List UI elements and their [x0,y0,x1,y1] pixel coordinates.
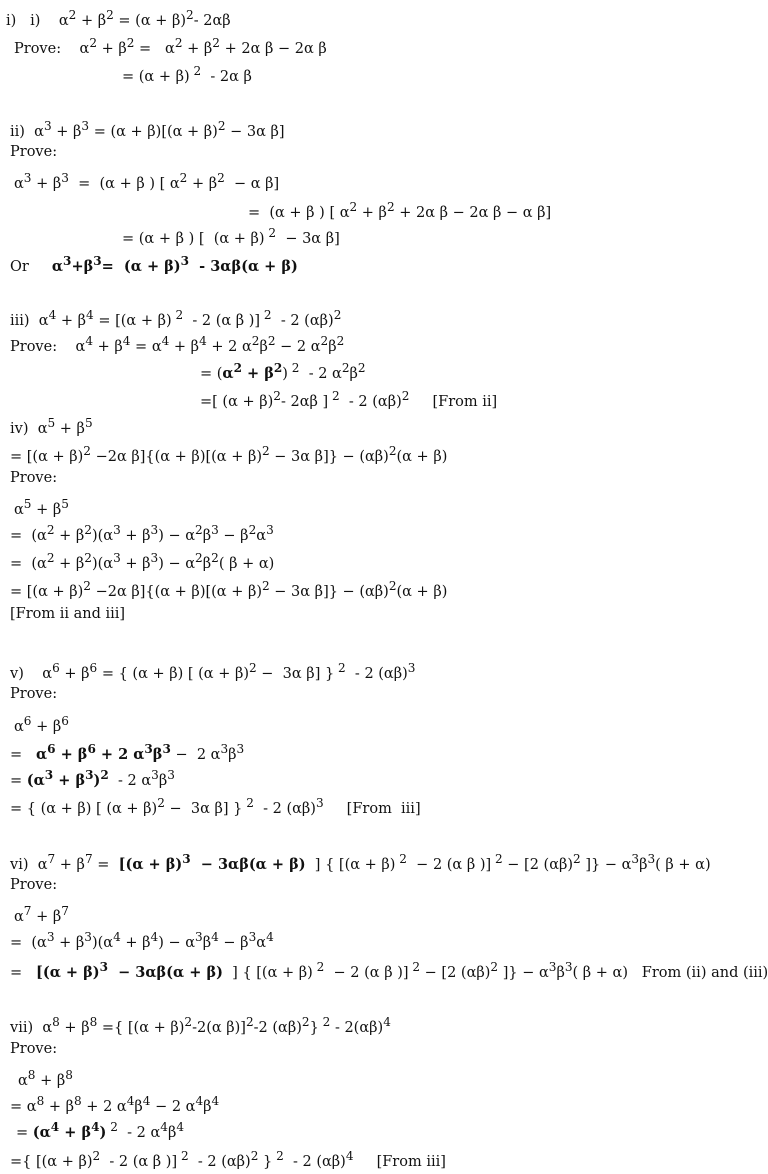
equation-line: = [$(\alpha + \beta)^2 -2\alpha$ $\beta]\{(\alpha + \beta)[(\alpha + \beta)^2 - 3\alpha$ $\beta]\} - (\alpha\beta)^2(\alpha + \beta)$ [10,579,448,600]
equation-line: [From ii and iii] [10,606,126,622]
equation-line: $\alpha^7 + \beta^7$ [14,904,69,925]
equation-line: Prove: [10,144,58,160]
equation-line: $\alpha^8 + \beta^8$ [18,1068,73,1089]
equation-line: iii) $\alpha^4 + \beta^4 = [(\alpha + \beta)$ $^2$ - 2 (α β )] $^2$ - 2 $(\alpha\beta)^2$ [10,308,342,329]
equation-line: ii) $\alpha^3 + \beta^3 = (\alpha + \beta)[(\alpha + \beta)^2 - 3\alpha$ β] [10,119,285,140]
equation-line: Or $\alpha^3+\beta^3= (\alpha + \beta)^3 - 3\alpha\beta(\alpha + \beta)$ [10,254,298,275]
equation-line: vi) $\alpha^7 + \beta^7 = [(\alpha + \beta)^3 - 3\alpha\beta(\alpha + \beta)$ ] { [(α + β) $^2$ − 2 (α β )] $^2$ − [2 $(\alpha\beta)^2$ ]} − $\alpha^3\beta^3$( β + α) [10,852,711,873]
equation-line: = $(\alpha^3 + \beta^3)^2 - 2$ $\alpha^3\beta^3$ [10,768,175,789]
equation-line: = { (α + β) [ $(\alpha + \beta)^2 - 3\alpha$ β] } $^2$ - 2 $(\alpha\beta)^3$ [From iii] [10,796,421,817]
equation-line: = [$(\alpha + \beta)^2 -2\alpha$ $\beta]\{(\alpha + \beta)[(\alpha + \beta)^2 - 3\alpha$ $\beta]\} - (\alpha\beta)^2(\alpha + \beta)$ [10,444,448,465]
equation-line: = $(\alpha^2 + \beta^2)$ $^2$ - 2 $\alpha^2\beta^2$ [200,361,366,382]
equation-line: = $(\alpha^2 + \beta^2)(\alpha^3 + \beta^3) - \alpha^2\beta^3 - \beta^2\alpha^3$ [10,523,274,544]
equation-line: = $(\alpha^2 + \beta^2)(\alpha^3 + \beta^3) - \alpha^2\beta^2$( β + α) [10,551,275,572]
equation-line: Prove: [10,686,58,702]
equation-line: = $\alpha^8 + \beta^8 + 2$ $\alpha^4\beta^4 - 2$ $\alpha^4\beta^4$ [10,1094,220,1115]
equation-line: = $(\alpha^3 + \beta^3)(\alpha^4 + \beta^4) - \alpha^3\beta^4 - \beta^3\alpha^4$ [10,930,274,951]
equation-line: $\alpha^3 + \beta^3 = (\alpha + \beta$ ) [ $\alpha^2 + \beta^2 - \alpha$ β] [14,171,280,192]
equation-line: Prove: $\alpha^2 + \beta^2 = \alpha^2 + \beta^2 + 2\alpha$ β − 2α β [14,36,327,57]
equation-line: vii) $\alpha^8 + \beta^8$ ={ [$(\alpha + \beta)^2-2(\alpha$ β)]$^2$-2 $(\alpha\beta)^2$} $^2 - 2(\alpha\beta)^4$ [10,1015,391,1036]
equation-line: $\alpha^5 + \beta^5$ [14,497,69,518]
equation-line: = (α + β ) [ $\alpha^2 + \beta^2 + 2\alpha$ β − 2α β − α β] [248,200,552,221]
equation-line: Prove: [10,1041,58,1057]
equation-line: Prove: $\alpha^4 + \beta^4 = \alpha^4 + \beta^4 + 2$ $\alpha^2\beta^2 - 2$ $\alpha^2\beta^2$ [10,334,345,355]
equation-line: Prove: [10,877,58,893]
equation-line: Prove: [10,470,58,486]
equation-line: iv) $\alpha^5 + \beta^5$ [10,416,93,437]
equation-line: = [$(\alpha + \beta)^3 - 3\alpha\beta(\alpha + \beta)$ ] { [(α + β) $^2$ − 2 (α β )] $^2$ − [2 $(\alpha\beta)^2$ ]} − $\alpha^3\beta^3$( β + α) From (ii) and (iii) [10,960,768,981]
equation-line: = (α + β ) [ (α + β) $^2$ − 3α β] [122,226,340,247]
equation-line: ={ [$(\alpha + \beta)^2 - 2$ (α β )] $^2$ - 2 $(\alpha\beta)^2$ } $^2$ - 2 $(\alpha\beta)^4$ [From iii] [10,1149,446,1170]
equation-line: $\alpha^6 + \beta^6$ [14,714,69,735]
equation-line: = $(\alpha^4 + \beta^4)$ $^2$ - 2 $\alpha^4\beta^4$ [16,1120,185,1141]
equation-line: = (α + β) $^2$ - 2α β [122,64,252,85]
equation-line: = $\alpha^6 + \beta^6 + 2$ $\alpha^3\beta^3 - 2$ $\alpha^3\beta^3$ [10,742,245,763]
equation-line: =[ $(\alpha + \beta)^2-$ 2αβ ] $^2$ - 2 $(\alpha\beta)^2$ [From ii] [200,389,498,410]
equation-line: i) i) $\alpha^2 + \beta^2 = (\alpha + \beta)^2-$ 2αβ [6,8,231,29]
equation-line: v) $\alpha^6 + \beta^6$ = { (α + β) [ $(\alpha + \beta)^2 - 3\alpha$ β] } $^2$ - 2 $(\alpha\beta)^3$ [10,661,416,682]
